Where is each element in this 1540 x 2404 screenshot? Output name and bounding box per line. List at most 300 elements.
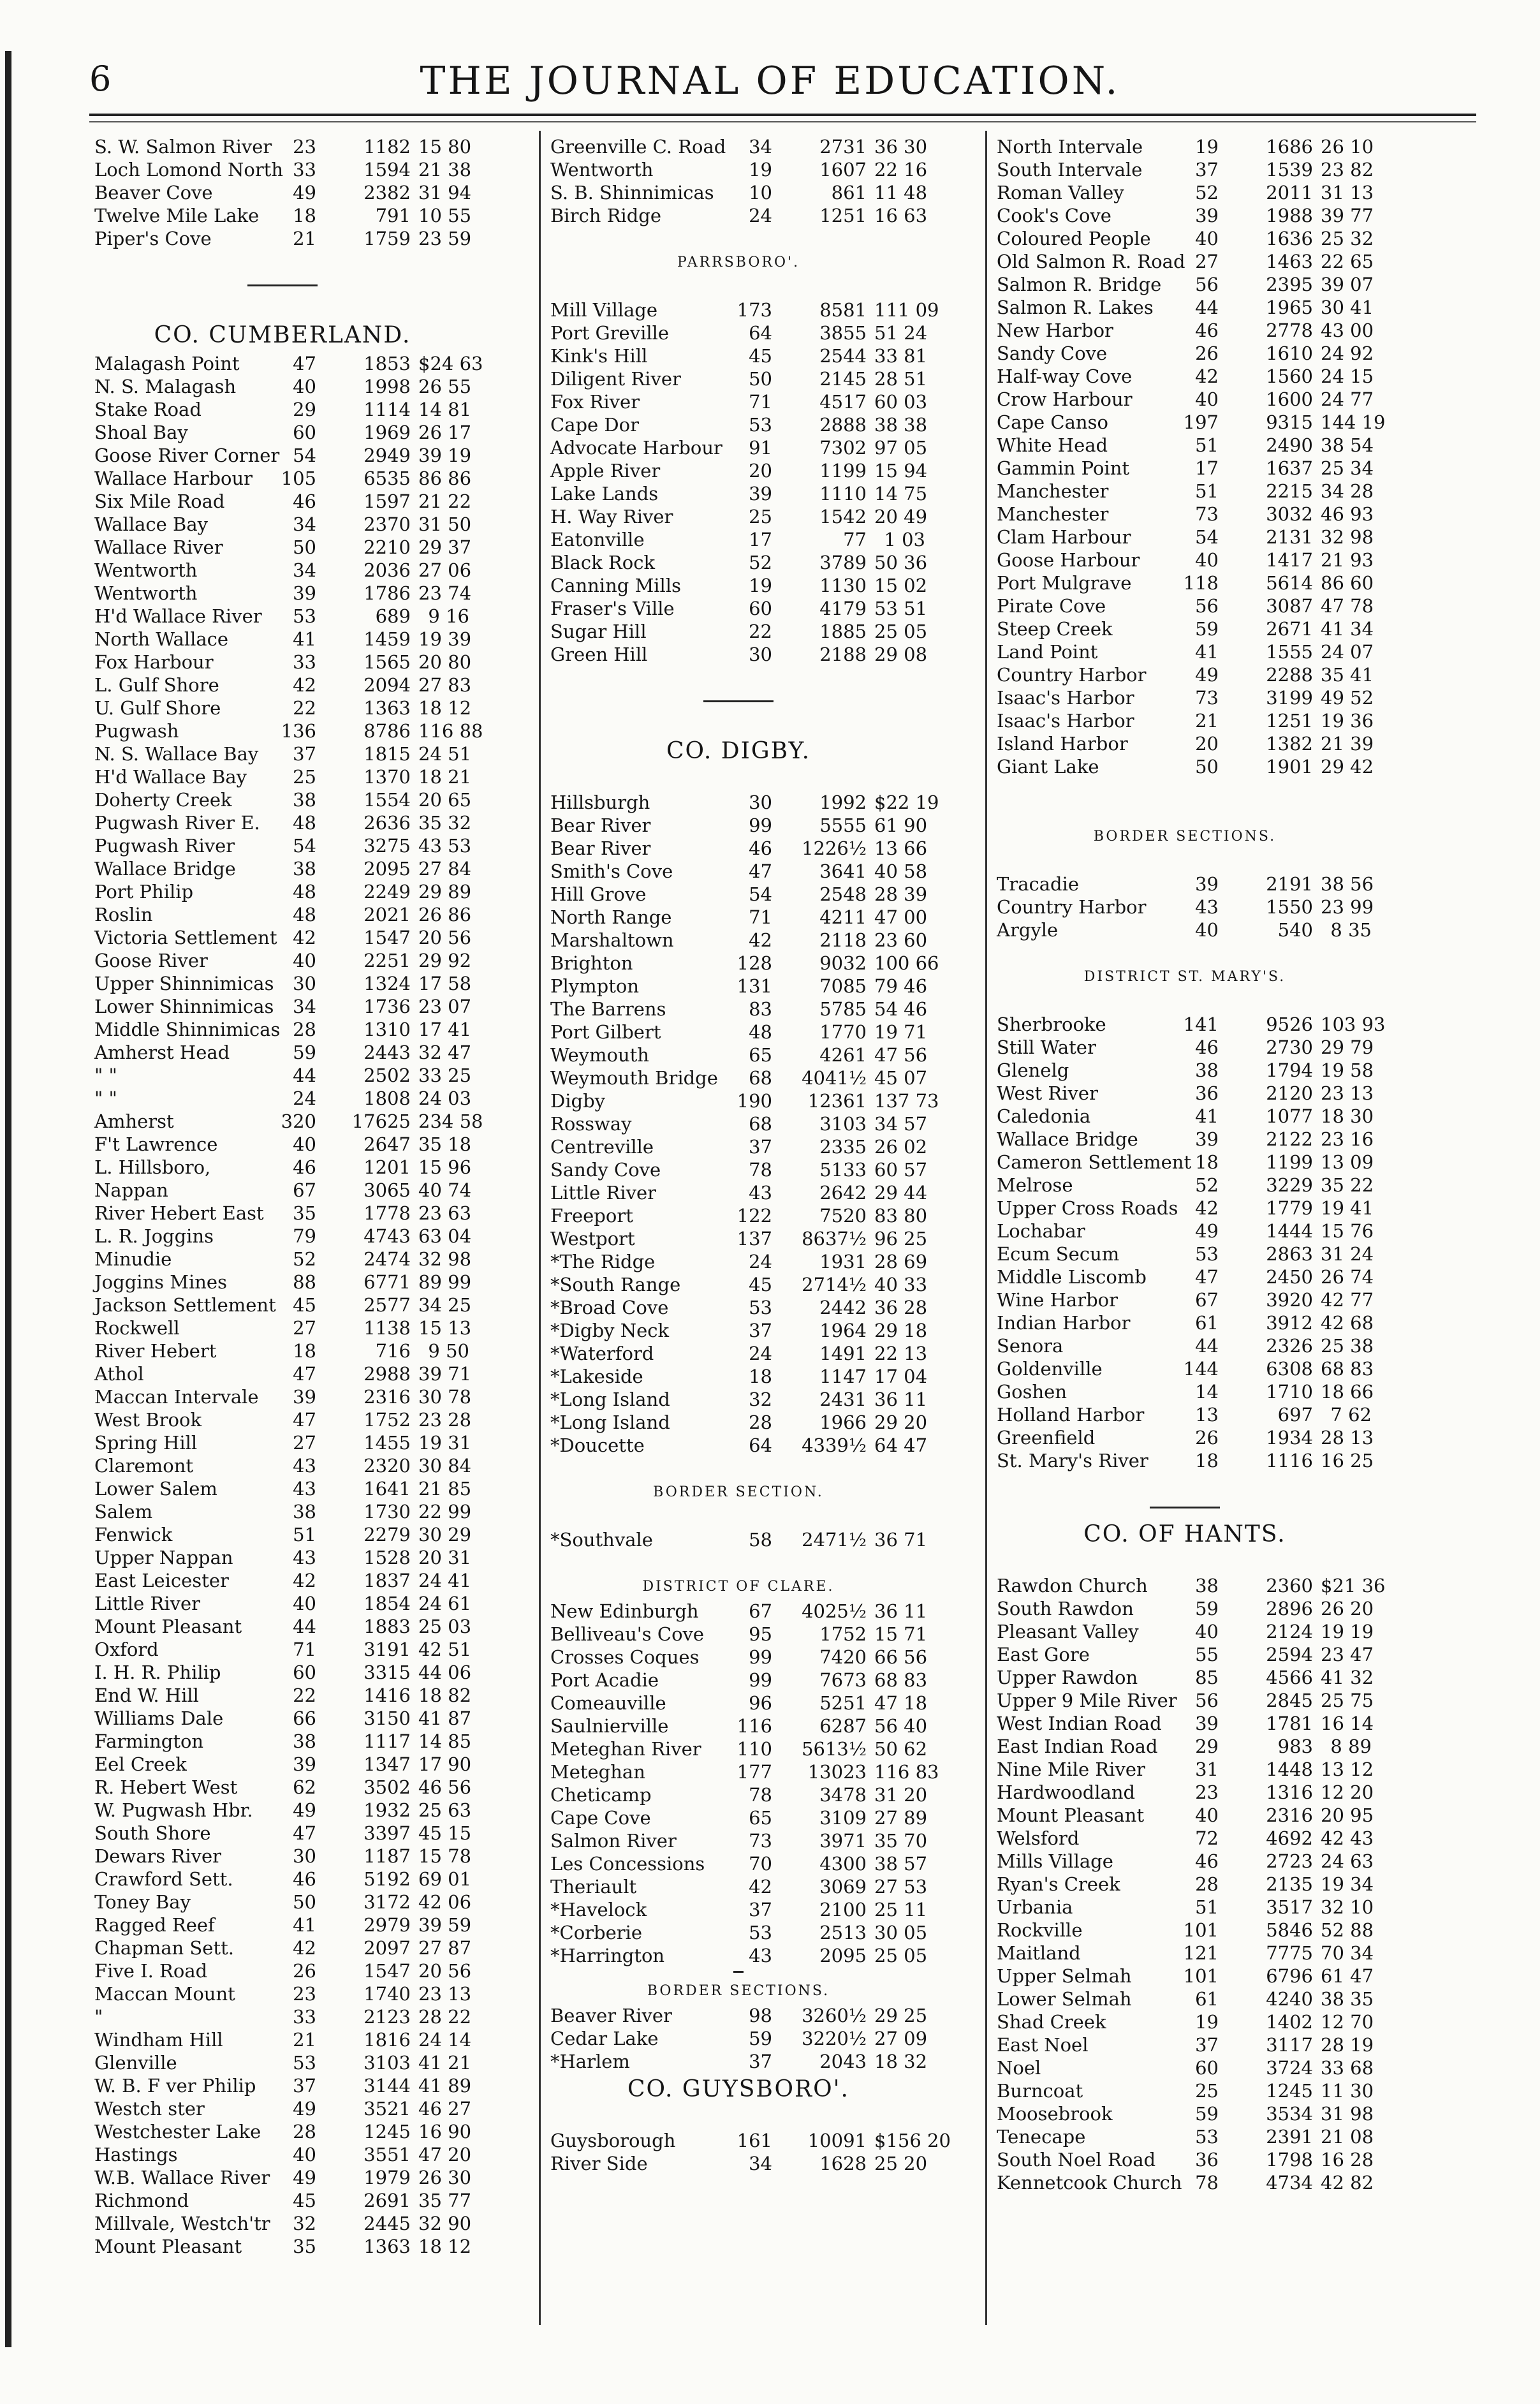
grant-amount: 47 20 [418,2144,472,2165]
district-name: Lochabar [997,1220,1085,1242]
grant-amount: 12 20 [1321,1781,1374,1803]
district-name: Port Mulgrave [997,572,1132,594]
table-row [94,1592,471,1615]
attendance-total: 2120 [1266,1082,1313,1104]
attendance-total: 861 [831,182,867,203]
district-name: Upper Cross Roads [997,1197,1178,1219]
grant-amount: 23 16 [1321,1128,1374,1150]
attendance-total: 1885 [819,621,867,642]
table-row [94,2074,471,2097]
district-name: *Long Island [550,1412,670,1433]
district-name: Lower Salem [94,1478,217,1500]
table-row [997,1128,1373,1151]
days-taught: 37 [1195,2034,1219,2056]
grant-amount: 42 51 [418,1639,472,1660]
attendance-total: 983 [1277,1736,1313,1757]
days-taught: 61 [1195,1988,1219,2010]
district-name: Welsford [997,1827,1080,1849]
attendance-total: 2714½ [802,1274,867,1295]
district-name: I. H. R. Philip [94,1662,221,1683]
grant-amount: 20 31 [418,1547,472,1568]
attendance-total: 1245 [363,2121,411,2142]
attendance-total: 1770 [819,1021,867,1043]
days-taught: 45 [293,2190,316,2211]
attendance-total: 2288 [1266,664,1313,686]
table-row [997,755,1373,778]
days-taught: 60 [293,422,316,443]
days-taught: 29 [293,399,316,420]
grant-amount: 234 58 [418,1110,483,1132]
attendance-total: 1528 [363,1547,411,1568]
grant-amount: 1 03 [884,529,925,550]
district-name: Pugwash River [94,835,235,857]
attendance-total: 1542 [819,506,867,527]
grant-amount: 79 46 [874,975,928,997]
attendance-total: 2094 [363,674,411,696]
attendance-total: 1628 [819,2153,867,2174]
attendance-total: 2636 [363,812,411,834]
grant-amount: 15 80 [418,136,472,158]
grant-amount: 38 38 [874,414,928,436]
district-name: East Gore [997,1644,1090,1665]
days-taught: 40 [1195,919,1219,941]
days-taught: 48 [293,904,316,925]
days-taught: 52 [1195,1174,1219,1196]
grant-amount: 25 38 [1321,1335,1374,1357]
days-taught: 49 [293,2167,316,2188]
district-name: Joggins Mines [94,1271,227,1293]
district-name: Roman Valley [997,182,1124,203]
grant-amount: 28 19 [1321,2034,1374,2056]
days-taught: 55 [1195,1644,1219,1665]
district-name: Mount Pleasant [997,1804,1145,1826]
attendance-total: 1324 [363,973,411,994]
district-name: Country Harbor [997,896,1147,918]
days-taught: 24 [293,1088,316,1109]
attendance-total: 1808 [363,1088,411,1109]
grant-amount: 30 29 [418,1524,472,1545]
table-row [997,1987,1373,2010]
days-taught: 39 [1195,205,1219,226]
table-row [94,2028,471,2051]
table-row [94,972,471,995]
days-taught: 47 [1195,1266,1219,1288]
district-name: Tenecape [997,2126,1086,2148]
grant-amount: 25 05 [874,1945,928,1966]
table-row [550,1273,927,1296]
attendance-total: 4566 [1266,1667,1313,1688]
table-row [997,1850,1373,1873]
attendance-total: 2548 [819,883,867,905]
district-name: Amherst [94,1110,174,1132]
district-name: Belliveau's Cove [550,1623,705,1645]
days-taught: 71 [749,906,772,928]
district-name: S. W. Salmon River [94,136,272,158]
days-taught: 23 [293,1983,316,2005]
days-taught: 136 [281,720,316,742]
grant-amount: 24 92 [1321,343,1374,364]
attendance-total: 4692 [1266,1827,1313,1849]
table-row [550,1875,927,1898]
table-row [94,834,471,857]
days-taught: 47 [293,1363,316,1385]
district-name: Spring Hill [94,1432,198,1454]
days-taught: 28 [749,1412,772,1433]
table-row [94,1087,471,1110]
district-name: Freeport [550,1205,633,1227]
grant-amount: 32 98 [1321,526,1374,548]
attendance-total: 5133 [819,1159,867,1181]
table-row [550,883,927,906]
table-row [94,788,471,811]
attendance-total: 5614 [1266,572,1313,594]
attendance-total: 6535 [363,468,411,489]
days-taught: 19 [1195,136,1219,158]
district-name: Farmington [94,1730,204,1752]
attendance-total: 4743 [363,1225,411,1247]
attendance-total: 2450 [1266,1266,1313,1288]
table-row [997,480,1373,503]
district-name: Hardwoodland [997,1781,1136,1803]
attendance-total: 1979 [363,2167,411,2188]
table-row [997,617,1373,640]
attendance-total: 1641 [363,1478,411,1500]
days-taught: 35 [293,2236,316,2257]
days-taught: 43 [749,1182,772,1204]
grant-amount: 24 63 [1321,1850,1374,1872]
attendance-total: 1759 [363,228,411,249]
district-name: Salmon R. Lakes [997,297,1154,318]
district-name: *Broad Cove [550,1297,669,1318]
district-name: Pugwash River E. [94,812,260,834]
grant-amount: 32 90 [418,2213,472,2234]
district-name: Cedar Lake [550,2028,659,2049]
district-name: Sandy Cove [550,1159,661,1181]
grant-amount: 22 13 [874,1343,928,1364]
grant-amount: 21 85 [418,1478,472,1500]
district-name: L. Gulf Shore [94,674,219,696]
grant-amount: 14 81 [418,399,472,420]
table-row [94,467,471,490]
grant-amount: 22 65 [1321,251,1374,272]
grant-amount: 39 19 [418,445,472,466]
table-row [997,526,1373,549]
table-row [94,811,471,834]
district-name: Goose River Corner [94,445,280,466]
district-name: Shoal Bay [94,422,188,443]
attendance-total: 1363 [363,697,411,719]
grant-amount: 19 39 [418,628,472,650]
attendance-total: 1740 [363,1983,411,2005]
days-taught: 95 [749,1623,772,1645]
grant-amount: 24 51 [418,743,472,765]
days-taught: 54 [1195,526,1219,548]
section-heading: DISTRICT ST. MARY'S. [1083,969,1286,985]
table-row [94,1385,471,1408]
days-taught: 46 [293,490,316,512]
grant-amount: 16 25 [1321,1450,1374,1471]
table-row [997,1311,1373,1334]
days-taught: 33 [293,651,316,673]
days-taught: 60 [293,1662,316,1683]
attendance-total: 2370 [363,513,411,535]
days-taught: 36 [1195,2149,1219,2171]
table-row [550,814,927,837]
grant-amount: 17 04 [874,1366,928,1387]
attendance-total: 2279 [363,1524,411,1545]
district-name: *Lakeside [550,1366,643,1387]
table-row [997,1781,1373,1804]
attendance-total: 2513 [819,1922,867,1943]
table-row [997,686,1373,709]
table-row [997,1643,1373,1666]
grant-amount: 89 99 [418,1271,472,1293]
attendance-total: 1607 [819,159,867,181]
grant-amount: 56 40 [874,1715,928,1737]
grant-amount: 23 28 [418,1409,472,1431]
grant-amount: 15 96 [418,1156,472,1178]
grant-amount: 29 20 [874,1412,928,1433]
attendance-total: 1969 [363,422,411,443]
attendance-total: 1965 [1266,297,1313,318]
attendance-total: 2544 [819,345,867,367]
grant-amount: 46 27 [418,2098,472,2120]
attendance-total: 2647 [363,1133,411,1155]
table-row [997,1574,1386,1597]
days-taught: 56 [1195,1690,1219,1711]
table-row [997,732,1373,755]
attendance-total: 3912 [1266,1312,1313,1334]
attendance-total: 1444 [1266,1220,1313,1242]
days-taught: 161 [737,2130,772,2151]
district-name: Goose River [94,950,208,971]
district-name: Urbania [997,1896,1073,1918]
attendance-total: 2215 [1266,480,1313,502]
days-taught: 24 [749,1343,772,1364]
district-name: F't Lawrence [94,1133,218,1155]
days-taught: 28 [293,1019,316,1040]
attendance-total: 2043 [819,2051,867,2072]
attendance-total: 2191 [1266,873,1313,895]
district-name: Isaac's Harbor [997,710,1134,732]
grant-amount: 103 93 [1321,1014,1386,1035]
table-row [94,1707,471,1730]
district-name: Richmond [94,2190,189,2211]
spacer [997,801,1373,824]
table-row [94,857,471,880]
table-row [550,1227,927,1250]
table-row [550,551,927,574]
table-row [550,1806,927,1829]
attendance-total: 2095 [363,858,411,880]
grant-amount: 24 07 [1321,641,1374,663]
district-name: H. Way River [550,506,673,527]
district-name: Little River [550,1182,657,1204]
grant-amount: 24 41 [418,1570,472,1591]
district-name: Six Mile Road [94,490,225,512]
table-row [94,995,471,1018]
table-row [94,1431,471,1454]
district-name: Fox River [550,391,640,413]
days-taught: 64 [749,322,772,344]
district-name: Mount Pleasant [94,2236,242,2257]
grant-amount: 50 36 [874,552,928,573]
grant-amount: 33 25 [418,1065,472,1086]
attendance-total: 697 [1277,1404,1313,1426]
grant-amount: 83 80 [874,1205,928,1227]
grant-amount: 26 02 [874,1136,928,1158]
district-name: Upper Shinnimicas [94,973,274,994]
days-taught: 17 [749,529,772,550]
days-taught: 50 [293,1891,316,1913]
table-row [997,1827,1373,1850]
days-taught: 33 [293,2006,316,2028]
district-name: Wallace Harbour [94,468,253,489]
grant-amount: 23 60 [874,929,928,951]
table-row [550,158,927,181]
days-taught: 144 [1183,1358,1219,1380]
attendance-total: 1854 [363,1593,411,1614]
table-row [997,365,1373,388]
days-taught: 131 [737,975,772,997]
district-name: Ecum Secum [997,1243,1120,1265]
days-taught: 40 [1195,1621,1219,1642]
grant-amount: 18 82 [418,1685,472,1706]
table-row [550,482,927,505]
days-taught: 34 [293,513,316,535]
grant-amount: 47 00 [874,906,928,928]
days-taught: 68 [749,1113,772,1135]
district-name: Steep Creek [997,618,1113,640]
days-taught: 42 [293,674,316,696]
attendance-total: 7085 [819,975,867,997]
grant-amount: 20 80 [418,651,472,673]
district-name: Shad Creek [997,2011,1106,2033]
table-row [997,1059,1373,1082]
days-taught: 37 [1195,159,1219,181]
table-row [94,421,471,444]
grant-amount: 15 94 [874,460,928,482]
attendance-total: 2490 [1266,434,1313,456]
grant-amount: $22 19 [874,792,939,813]
grant-amount: 32 98 [418,1248,472,1270]
table-row [550,344,927,367]
table-row [550,1204,927,1227]
table-row [94,1776,471,1799]
days-taught: 49 [1195,1220,1219,1242]
district-name: Meteghan [550,1761,645,1783]
table-row [94,1569,471,1592]
district-name: Pleasant Valley [997,1621,1139,1642]
attendance-total: 3103 [363,2052,411,2074]
days-taught: 33 [293,159,316,181]
spacer [997,1551,1373,1574]
table-row [94,628,471,651]
days-taught: 32 [749,1389,772,1410]
district-name: *Long Island [550,1389,670,1410]
attendance-total: 1116 [1266,1450,1313,1471]
attendance-total: 9315 [1266,411,1313,433]
days-taught: 49 [293,2098,316,2120]
attendance-total: 1636 [1266,228,1313,249]
grant-amount: 54 46 [874,998,928,1020]
table-row [550,181,927,204]
table-row [94,1064,471,1087]
district-name: River Side [550,2153,648,2174]
district-name: *South Range [550,1274,681,1295]
grant-amount: 29 25 [874,2005,928,2026]
table-row [94,2120,471,2143]
days-taught: 18 [749,1366,772,1387]
attendance-total: 2210 [363,536,411,558]
district-name: Green Hill [550,644,648,665]
district-name: Goldenville [997,1358,1103,1380]
days-taught: 40 [293,950,316,971]
days-taught: 50 [749,368,772,390]
days-taught: 38 [293,858,316,880]
days-taught: 49 [293,182,316,203]
spacer [94,296,471,319]
district-name: Port Gilbert [550,1021,661,1043]
days-taught: 53 [749,414,772,436]
attendance-total: 2691 [363,2190,411,2211]
table-row [997,1151,1373,1174]
attendance-total: 4240 [1266,1988,1313,2010]
district-name: R. Hebert West [94,1776,238,1798]
days-taught: 59 [293,1042,316,1063]
column-1 [94,135,483,2258]
table-row [550,367,927,390]
grant-amount: 22 16 [874,159,928,181]
district-name: Wallace Bridge [997,1128,1138,1150]
grant-amount: 35 18 [418,1133,472,1155]
days-taught: 177 [737,1761,772,1783]
days-taught: 30 [749,644,772,665]
district-name: Brighton [550,952,633,974]
table-row [997,1036,1373,1059]
grant-amount: 14 85 [418,1730,472,1752]
district-name: Guysborough [550,2130,676,2151]
attendance-total: 2135 [1266,1873,1313,1895]
district-name: Isaac's Harbor [997,687,1134,709]
days-taught: 37 [749,1899,772,1921]
days-taught: 59 [1195,1598,1219,1619]
table-row [94,398,471,421]
district-name: Advocate Harbour [550,437,722,459]
table-row [94,1133,471,1156]
attendance-total: 3920 [1266,1289,1313,1311]
grant-amount: 15 13 [418,1317,472,1339]
attendance-total: 716 [375,1340,411,1362]
grant-amount: 27 83 [418,674,472,696]
spacer [997,1472,1373,1495]
attendance-total: 1402 [1266,2011,1313,2033]
table-row [997,1403,1373,1426]
grant-amount: 27 06 [418,559,472,581]
table-row [550,1342,927,1365]
grant-amount: 100 66 [874,952,939,974]
attendance-total: 1417 [1266,549,1313,571]
days-taught: 110 [737,1738,772,1760]
attendance-total: 12361 [807,1090,867,1112]
district-name: Salem [94,1501,153,1523]
section-heading: BORDER SECTIONS. [1093,829,1277,844]
table-row [550,906,927,929]
grant-amount: 26 10 [1321,136,1374,158]
attendance-total: 1347 [363,1753,411,1775]
section-heading: DISTRICT OF CLARE. [642,1579,835,1595]
grant-amount: 18 21 [418,766,472,788]
